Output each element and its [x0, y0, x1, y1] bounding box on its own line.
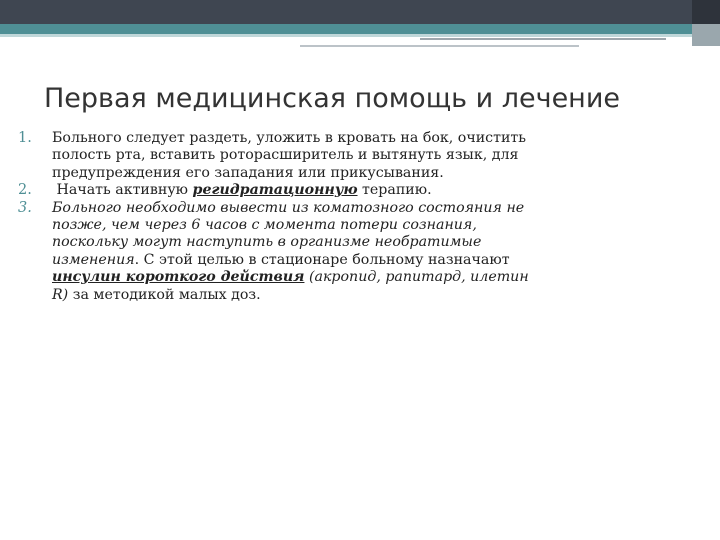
- regular-fragment: за методикой малых доз.: [68, 286, 261, 303]
- numbered-list: [18, 130, 698, 304]
- list-item-text: [52, 200, 698, 304]
- italic-fragment: R): [52, 286, 69, 303]
- text-line: поскольку могут наступить в организме необратимые: [52, 234, 482, 251]
- list-number: 2.: [18, 182, 32, 199]
- text-line: Больного следует раздеть, уложить в кровать на бок, очистить: [52, 130, 526, 146]
- decorative-rule-bottom: [300, 45, 579, 47]
- list-item: [18, 182, 698, 199]
- text-line: [52, 269, 698, 286]
- list-item: [18, 130, 698, 182]
- top-bar-corner: [692, 0, 720, 24]
- italic-fragment: изменения: [52, 251, 135, 268]
- text-before: Начать активную: [52, 182, 193, 199]
- accent-band-light: [0, 34, 692, 37]
- regular-fragment: . С этой целью в стационаре больному назначают: [134, 251, 510, 268]
- accent-band: [0, 24, 692, 34]
- emphasized-term: регидратационную: [192, 182, 358, 199]
- text-line: Больного необходимо вывести из коматозного состояния не: [52, 199, 525, 216]
- list-number: 3.: [18, 199, 32, 216]
- list-item: [18, 200, 698, 304]
- text-line: [52, 252, 698, 269]
- text-line: позже, чем через 6 часов с момента потери сознания,: [52, 217, 477, 234]
- decorative-rule-top: [420, 38, 666, 40]
- italic-fragment: (акропид, рапитард, илетин: [304, 269, 529, 286]
- text-line: полость рта, вставить роторасширитель и вытянуть язык, для: [52, 147, 519, 164]
- list-number: 1.: [18, 130, 32, 146]
- text-line: предупреждения его западания или прикусывания.: [52, 164, 444, 181]
- accent-corner-block: [692, 24, 720, 46]
- text-after: терапию.: [357, 182, 432, 199]
- list-item-text: [52, 130, 698, 182]
- top-bar: [0, 0, 720, 24]
- slide-title: Первая медицинская помощь и лечение: [44, 83, 620, 114]
- emphasized-term: инсулин короткого действия: [52, 269, 305, 286]
- list-item-text: [52, 182, 698, 199]
- text-line: [52, 287, 698, 304]
- text-line: [52, 182, 698, 199]
